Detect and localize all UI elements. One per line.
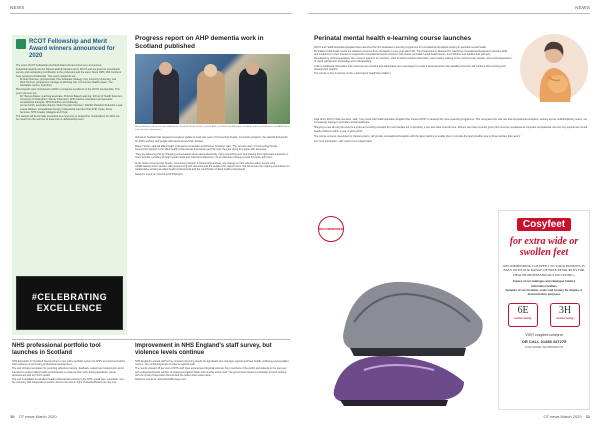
ad-headline: RECOMMENDING COSYFEET TO YOUR PATIENTS IS EASY WITH OUR RANGE OF FREE RESOURCES FOR HEALTH PROFESSIONALS INCLUDING: (503, 264, 585, 277)
badge-label: extra roomy (556, 315, 574, 320)
portfolio-title: NHS professional portfolio tool launches in Scotland (12, 343, 101, 356)
survey-para: NHS England's annual staff survey showed improving results for appraisals, line manager support and their health, wellbeing and equalities metrics - but continuing levels of violence against staff. (135, 360, 289, 367)
header-rule-left (10, 13, 292, 14)
perinatal-para: Developed by clinical specialists, the course is split into six sessions, each of which includes information, case studies relating to the content of the session, and a self-assessment to check participants' knowledge and understanding. (314, 57, 512, 64)
fellowship-para: The year's RCOT Fellowship and Merit Award winners have been announced. (16, 64, 102, 67)
recommended-text: RECOMMENDED (318, 227, 344, 231)
perinatal-para: The course ensures, developed by clinical experts, will provide occupational therapists with the latest training to enable them to provide the best possible care to those families that need it.' (314, 134, 522, 138)
footer-right (543, 414, 590, 419)
fellowship-box (12, 35, 127, 335)
fellowship-bullet: Dr Ruth Harrison, principal lead, Post Graduate Strategy Unit, Coventry University; and (20, 77, 117, 81)
celebrating-excellence-banner (16, 276, 123, 330)
shoes-icon (314, 210, 496, 410)
banner-text: #CELEBRATING EXCELLENCE (31, 292, 108, 313)
badge-size: 6E (517, 304, 529, 316)
header-left: NEWS (10, 5, 25, 10)
ad-item: Samples of our footwear, socks and hosiery for display or demonstration purposes (505, 288, 583, 296)
portfolio-article (12, 343, 127, 384)
badge-label: extra roomy (514, 315, 532, 320)
survey-para: The results showed 15 per cent of NHS staff have experienced physical violence from members of the public and patients in the last year, with a disproportionate number of incidences against black and minority ethnic staff. The government issued a campaign for joint working with the Crown Prosecution Service and the police when cases arise. (135, 367, 287, 377)
cosyfeet-ad (498, 210, 590, 410)
portfolio-para: The tool includes templates for recording reflective practice, feedback, support and supervision and is intended to support allied health professionals to evidence their work during appraisals, career development and for HCPC audits. (12, 367, 125, 377)
header-right: NEWS (575, 5, 590, 10)
survey-para: Read the results at: www.nhsstaffsurveys.com (135, 378, 187, 382)
perinatal-para: Perinatal mental health needs are advised at women from conception to one year after birth. The programme is designed for practicing occupational therapists to develop skills and confidence in their practice to support the occupational needs of women with severe perinatal mental health issues, their children and families and partners. (314, 49, 508, 56)
pregnant-woman-illustration (518, 32, 590, 104)
ad-item: Information leaflets (531, 283, 557, 288)
header-rule-right (308, 13, 590, 14)
cosyfeet-logo: Cosyfeet (517, 218, 571, 231)
survey-article (135, 343, 290, 381)
dementia-para: 'They are achieving this by changing conversations about dementia locally, trying something new, and sharing their rights-based practice in many formats, including through social media and national conferences. It's an absolute privilege to lead this work with them.' (135, 153, 289, 160)
footer-date: OT news March 2020 (543, 414, 582, 419)
footer-left (10, 414, 57, 419)
rcot-icon (16, 39, 26, 49)
perinatal-para: Julia Scott, RCOT chief executive, said: 'I am proud that Health Education England has chosen RCOT to develop this new e-learning programme. This recognises the vital role that occupational therapists, working across multidisciplinary teams, are increasingly playing in perinatal mental healthcare. (314, 118, 588, 125)
fellowship-bullet: Dr Theresa Baxter, teaching associate, Problem Based Learning, School of Health Sciences, University of Nottingham; Wendy Chambers, AHP practice education lead specialist occupational therapist, NHS Dumfries and Galloway; (20, 94, 123, 105)
perinatal-para: RCOT and Health Education England have launched the first dedicated e-learning programme for occupational therapists working in perinatal mental health. (314, 45, 487, 49)
fellowship-bullet: Ruth Tammer, programme manager at Working Out, Community Health project, The Candidate Centre, Aylesbury. (20, 81, 113, 88)
dementia-para: At the heart of Connecting People, Connecting Support is partnership working. Any change is more effective when people work collaboratively and in tandem with people living with dementia and the people who support them. We will ensure the ongoing commitment to collaborative working as allied health professionals and the contribution of allied health professional. (135, 161, 290, 172)
perinatal-para: The course is free to access on the e-learning for healthcare platform. (314, 71, 392, 75)
dementia-title: Progress report on AHP dementia work in Scotland published (135, 35, 264, 50)
perinatal-para: 'Bringing a new life into the world is a joyful and exciting occasion for most families but, importantly, it can also have stressful one. Women who have recently given birth must be considered as important occupational, and not only experience mental health problems within a year of giving birth. (314, 126, 588, 133)
dementia-para: Elaine Hunter, national allied health professions consultant at Alzheimer Scotland, said: 'The success story of Connecting People, Connecting Support is the allied health professionals themselves and the work they are doing for people with dementia. (135, 144, 278, 152)
fitting-badge-6e (508, 303, 538, 327)
perinatal-para: Links to additional information and resources are provided and participants are encouraged to create a personal action plan detailing how they will continue their learning and develop their practice. (314, 64, 506, 71)
fellowship-para: Fellowship Awards are the highest awards handed out by RCOT and are given for exceptional service and outstanding contribution to the profession and the carer. Since 1983, 163 members have received a Fellowship. This year's recipients are: (16, 68, 122, 78)
ad-visit[interactable]: VISIT cosyfeet.com/prof (525, 332, 563, 337)
ad-item: Copies of our catalogue and catalogue holders (512, 279, 576, 284)
fellowship-para: Merit Awards were introduced in 2000 to recognise excellence in the RCOT membership. This year's winners are: (16, 88, 120, 95)
section-rule-left (12, 339, 290, 340)
shoe-photo (314, 210, 496, 410)
perinatal-article-continued (314, 118, 590, 143)
portfolio-para: The tool is available for all allied health professionals working in the NHS, social care, education, and the voluntary and independent sectors. Access the tool at: https://turasdashboard.nes.nhs.scot (12, 378, 124, 385)
footer-date: OT news March 2020 (18, 414, 57, 419)
fellowship-bullet: Jennie Smith, associate director, Older Peoples Services / NAV&C Resident Reduction Lead; (20, 104, 123, 108)
ad-tagline: for extra wide or swollen feet (509, 236, 579, 258)
perinatal-article (314, 35, 512, 75)
dementia-photo (135, 54, 290, 124)
page-number: 10 (10, 414, 15, 419)
fitting-badge-3h (550, 303, 580, 327)
dementia-link[interactable]: Read the report at: www.bit.ly/CPCSproject (135, 173, 183, 177)
survey-title: Improvement in NHS England's staff survey, but violence levels continue (135, 343, 272, 356)
dementia-article (135, 35, 290, 335)
ad-more: FOR MORE INFORMATION (525, 344, 563, 349)
portfolio-para: NHS Education for Scotland has launched a new online portfolio system for AHPs to record and reflect their evidence of continuing professional development. (12, 360, 126, 367)
fellowship-bullet: Louise Watson, occupational therapy professional lead and chief AHP, Clyde, Acute Services, NHS Greater Glasgow and Clyde. (20, 107, 113, 114)
fellowship-title: RCOT Fellowship and Merit Award winners announced for 2020 (29, 39, 115, 59)
dementia-para: Alzheimer Scotland has released a progress update to mark two years of Connecting People, Connecting Support, the national framework for AHPs working with people with dementia and their families. (135, 136, 288, 143)
perinatal-link[interactable]: For more information, visit: www.rcot.co.uk/perinatal (314, 140, 372, 144)
page-number: 11 (585, 414, 590, 419)
perinatal-title: Perinatal mental health e-learning course launches (314, 35, 472, 42)
dementia-caption: Henry Simmons, chief executive of Alzheimer Scotland; Elaine Hunter, national AHP consultant from Alzheimer Scotland; and Gerry McDonald, chief AHP officer in the Scottish Government (135, 126, 290, 132)
badge-size: 3H (558, 304, 572, 316)
ad-call: OR CALL 01458 447275 (521, 338, 567, 344)
fellowship-para: The awards will be formally presented at a ceremony in September. Nominations for 2021 can be made from the summer at www.rcot.co.uk/fellowship-merit (16, 115, 120, 122)
